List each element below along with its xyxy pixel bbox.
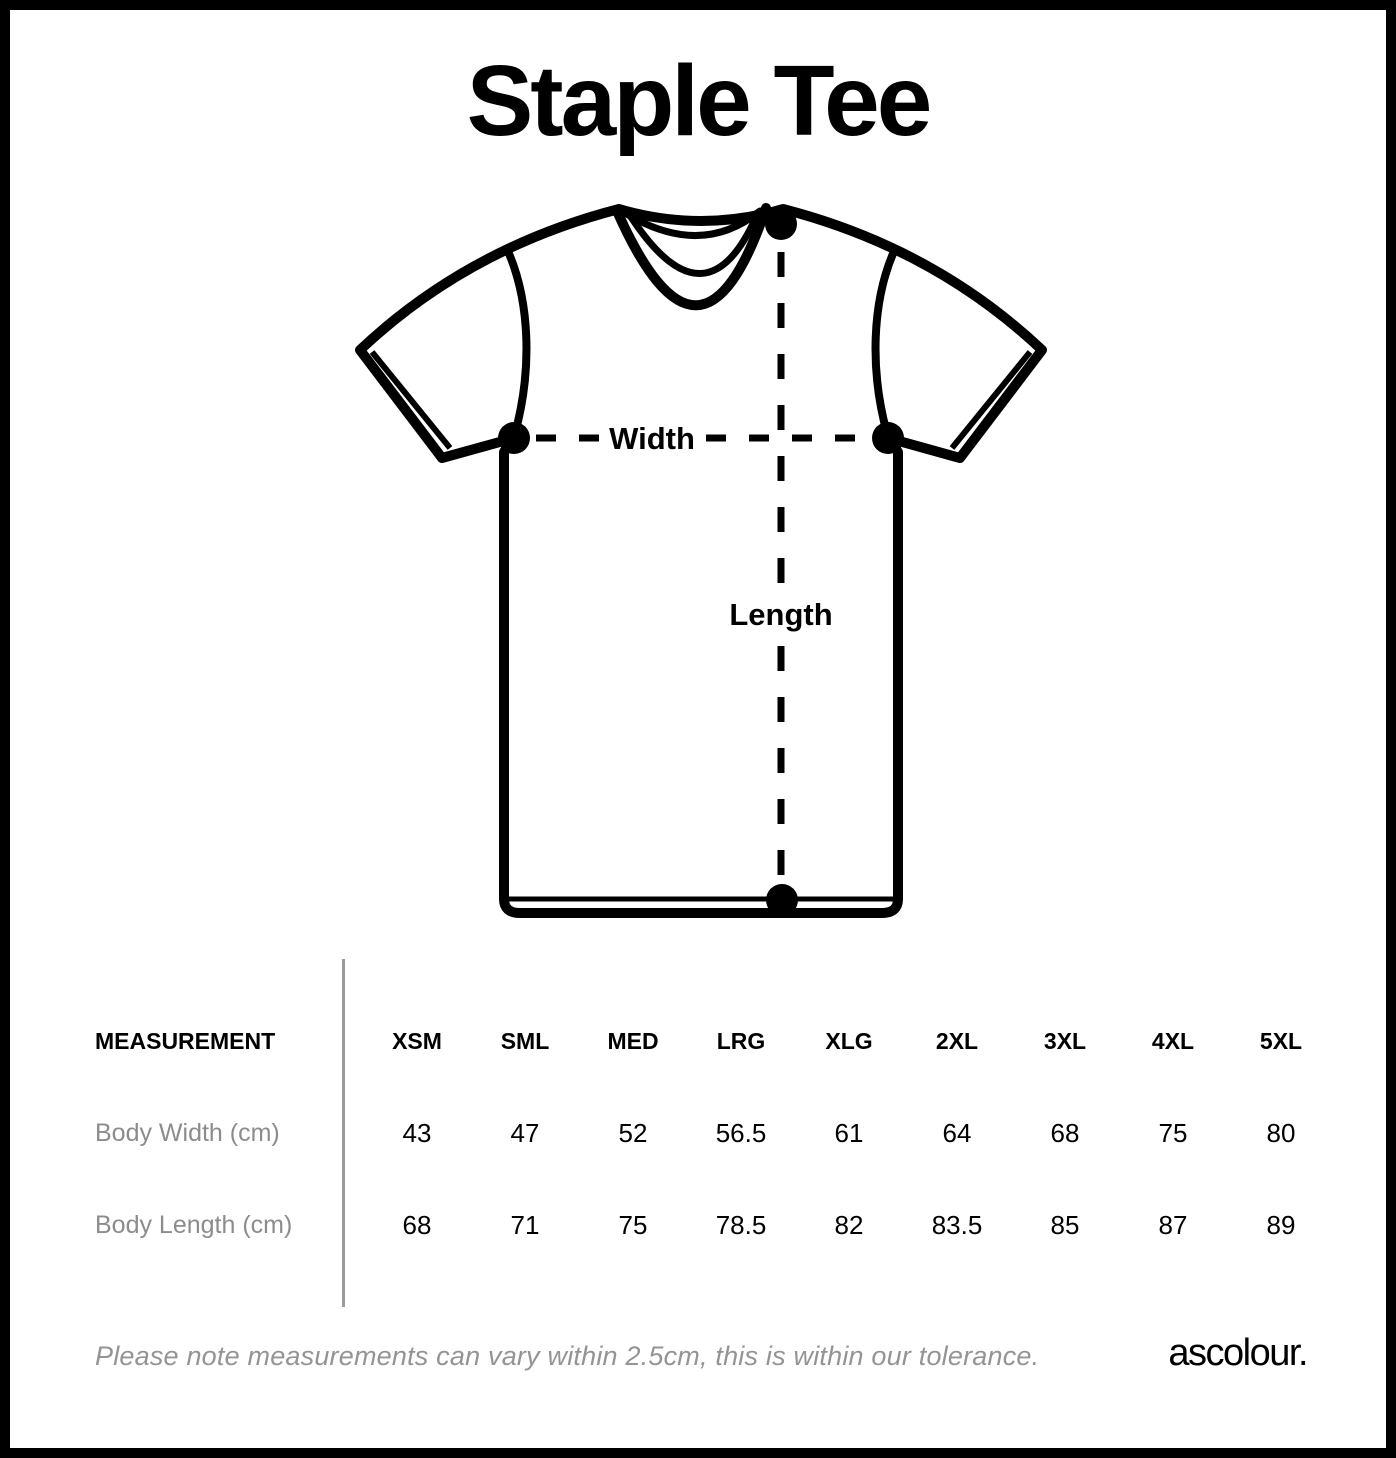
body-length-value: 68 xyxy=(402,1209,432,1240)
body-width-value: 56.5 xyxy=(715,1117,767,1148)
body-width-value: 52 xyxy=(618,1117,648,1148)
size-header-3xl: 3XL xyxy=(1043,1027,1087,1054)
size-header-2xl: 2XL xyxy=(935,1027,979,1054)
ascolour-logo: ascolour. xyxy=(1168,1332,1307,1374)
body-length-value: 75 xyxy=(618,1209,648,1240)
length-label: Length xyxy=(729,597,833,632)
size-header-sml: SML xyxy=(500,1027,550,1054)
width-label: Width xyxy=(609,421,695,456)
measurement-column-header: MEASUREMENT xyxy=(95,1027,276,1054)
page-title: Staple Tee xyxy=(466,45,930,157)
body-width-value: 64 xyxy=(942,1117,972,1148)
body-length-value: 87 xyxy=(1158,1209,1188,1240)
size-header-5xl: 5XL xyxy=(1259,1027,1303,1054)
tolerance-note: Please note measurements can vary within 2.5cm, this is within our tolerance. xyxy=(95,1341,1040,1371)
right-underarm-dot xyxy=(872,422,904,454)
size-header-4xl: 4XL xyxy=(1151,1027,1195,1054)
body-length-value: 85 xyxy=(1050,1209,1080,1240)
row-label-body-length: Body Length (cm) xyxy=(95,1210,293,1239)
body-width-value: 80 xyxy=(1266,1117,1296,1148)
body-width-value: 68 xyxy=(1050,1117,1080,1148)
body-width-value: 75 xyxy=(1158,1117,1188,1148)
size-header-lrg: LRG xyxy=(716,1027,766,1054)
size-header-xlg: XLG xyxy=(825,1027,873,1054)
body-length-value: 82 xyxy=(834,1209,864,1240)
size-header-xsm: XSM xyxy=(392,1027,442,1054)
size-header-med: MED xyxy=(607,1027,659,1054)
row-label-body-width: Body Width (cm) xyxy=(95,1118,280,1147)
body-width-value: 43 xyxy=(402,1117,432,1148)
shirt-outline xyxy=(360,209,1042,913)
left-underarm-dot xyxy=(498,422,530,454)
measurement-table xyxy=(83,1026,1335,1240)
body-length-value: 83.5 xyxy=(931,1209,983,1240)
body-length-value: 71 xyxy=(510,1209,540,1240)
body-width-value: 61 xyxy=(834,1117,864,1148)
body-length-value: 78.5 xyxy=(715,1209,767,1240)
body-width-value: 47 xyxy=(510,1117,540,1148)
body-length-value: 89 xyxy=(1266,1209,1296,1240)
hem-measure-dot xyxy=(766,884,798,916)
neck-measure-dot xyxy=(765,208,797,240)
